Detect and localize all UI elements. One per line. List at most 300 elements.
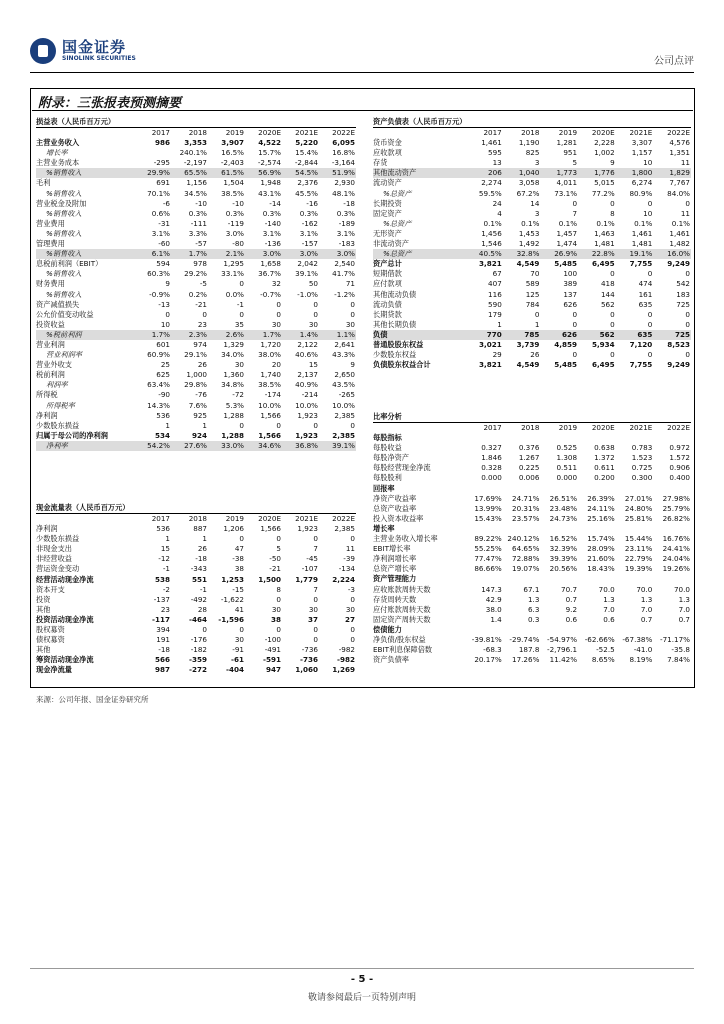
- row-value: -137: [153, 594, 170, 604]
- row-value: 0: [350, 534, 355, 544]
- row-value: 1,474: [556, 239, 578, 249]
- row-value: 11: [345, 544, 355, 554]
- row-value: 8,523: [667, 339, 690, 349]
- row-value: 26.9%: [540, 249, 578, 259]
- row-label: %税前利润: [36, 330, 134, 340]
- row-label: 公允价值变动收益: [36, 309, 94, 319]
- row-label: 主营业务收入增长率: [373, 534, 438, 544]
- row-label: %销售收入: [46, 228, 82, 238]
- row-value: [616, 433, 654, 443]
- table-row: [36, 544, 356, 554]
- row-value: 32: [271, 279, 281, 289]
- table-row: [373, 514, 691, 524]
- row-value: -1: [236, 299, 244, 309]
- row-value: 1,351: [669, 148, 690, 158]
- row-value: 925: [193, 410, 207, 420]
- table-row: [373, 473, 691, 483]
- row-value: 1.3: [640, 594, 653, 604]
- row-value: 1.3: [603, 594, 615, 604]
- row-label: 负债股东权益合计: [373, 360, 431, 370]
- row-value: -5: [199, 279, 207, 289]
- row-value: 41: [234, 604, 244, 614]
- row-value: 3,739: [516, 339, 540, 349]
- row-label: 非经营收益: [36, 554, 72, 564]
- row-value: 0.006: [518, 473, 540, 483]
- row-value: -72: [232, 390, 244, 400]
- row-value: -29.74%: [509, 634, 540, 644]
- table-row: [373, 360, 691, 370]
- year-header: 2018: [188, 514, 207, 523]
- table-row: [373, 249, 691, 259]
- row-value: 183: [676, 289, 690, 299]
- row-value: 1,923: [297, 410, 318, 420]
- row-value: 10.0%: [295, 400, 318, 410]
- row-value: 29.2%: [184, 269, 207, 279]
- table-row: [36, 390, 356, 400]
- table-row: [373, 524, 691, 534]
- row-value: 40.5%: [465, 249, 503, 259]
- row-value: -176: [190, 635, 207, 645]
- row-value: 0: [610, 319, 615, 329]
- row-value: -272: [189, 665, 207, 675]
- balance-sheet: [373, 116, 691, 370]
- row-value: 4,576: [669, 138, 690, 148]
- row-value: 5,485: [554, 259, 578, 269]
- row-value: 3.1%: [262, 228, 281, 238]
- table-row: [373, 574, 691, 584]
- row-label: 固定资产周转天数: [373, 614, 431, 624]
- row-value: -18: [343, 198, 355, 208]
- row-value: 9: [165, 279, 170, 289]
- row-value: 924: [191, 430, 207, 440]
- table-row: [36, 401, 356, 411]
- row-value: 626: [563, 299, 578, 309]
- row-value: 595: [488, 148, 502, 158]
- row-value: 0: [350, 299, 355, 309]
- year-header: 2021E: [295, 514, 318, 523]
- row-value: 37: [307, 614, 318, 624]
- row-value: 2,376: [297, 178, 318, 188]
- row-value: 7.0: [640, 604, 653, 614]
- row-value: 67.2%: [516, 188, 540, 198]
- row-value: 38.5%: [221, 188, 244, 198]
- row-label: 所得税率: [46, 400, 75, 410]
- table-row: [373, 300, 691, 310]
- row-value: 25.81%: [624, 513, 653, 523]
- table-row: [36, 249, 356, 259]
- table-row: [373, 350, 691, 360]
- row-value: 3.1%: [151, 228, 170, 238]
- row-value: 32.39%: [549, 544, 578, 554]
- row-value: 1,720: [260, 339, 281, 349]
- row-value: 1,482: [669, 239, 690, 249]
- row-value: 77.2%: [591, 188, 615, 198]
- row-value: [578, 574, 616, 584]
- year-header: 2020E: [258, 514, 281, 523]
- row-label: 应付账款周转天数: [373, 604, 431, 614]
- row-value: 15: [308, 360, 318, 370]
- year-header-spacer: [36, 514, 134, 524]
- row-label: 投入资本收益率: [373, 513, 424, 523]
- row-label: 资产总计: [373, 259, 402, 269]
- row-value: 16.52%: [549, 534, 578, 544]
- row-label: 投资收益: [36, 319, 65, 329]
- table-row: [373, 219, 691, 229]
- row-value: 6,095: [332, 138, 355, 148]
- row-value: 551: [191, 574, 207, 584]
- table-row: [373, 494, 691, 504]
- row-value: [503, 484, 541, 494]
- row-value: 562: [600, 299, 615, 309]
- row-value: 6,495: [591, 259, 615, 269]
- row-label: 负债: [373, 330, 465, 340]
- year-header: 2022E: [332, 514, 355, 523]
- row-value: 1,773: [540, 168, 578, 178]
- logo-name-en: SINOLINK SECURITIES: [62, 55, 136, 62]
- row-label: 净利润: [36, 524, 58, 534]
- table-row: [36, 655, 356, 665]
- row-value: 15.4%: [295, 148, 318, 158]
- row-value: 2,228: [594, 138, 615, 148]
- row-value: 2,042: [297, 259, 318, 269]
- row-value: -31: [158, 218, 170, 228]
- row-value: 30: [308, 604, 318, 614]
- row-value: 3.0%: [319, 249, 356, 259]
- table-row: [36, 259, 356, 269]
- balance-title: 资产负债表（人民币百万元）: [373, 116, 691, 128]
- table-row: [373, 504, 691, 514]
- row-value: -136: [264, 239, 281, 249]
- row-value: -18: [158, 645, 170, 655]
- year-header: 2022E: [667, 128, 690, 137]
- table-row: [373, 310, 691, 320]
- row-value: 1,000: [186, 370, 207, 380]
- row-value: 3,907: [221, 138, 244, 148]
- row-value: 70.7: [561, 584, 578, 594]
- row-value: 77.47%: [474, 554, 502, 564]
- table-row: [373, 443, 691, 453]
- row-value: -67.38%: [622, 634, 653, 644]
- row-value: -62.66%: [584, 634, 615, 644]
- row-value: 17.69%: [474, 493, 502, 503]
- row-label: 净资产收益率: [373, 493, 417, 503]
- row-label: 主营业务收入: [36, 138, 80, 148]
- row-value: 0.2%: [188, 289, 207, 299]
- row-label: 流动资产: [373, 178, 402, 188]
- row-value: 951: [563, 148, 578, 158]
- row-value: 1,156: [186, 178, 207, 188]
- table-row: [36, 350, 356, 360]
- row-value: 0: [572, 309, 578, 319]
- row-value: 1,457: [556, 228, 578, 238]
- row-label: %总资产: [383, 188, 412, 198]
- table-row: [373, 564, 691, 574]
- row-value: 19.39%: [624, 564, 653, 574]
- table-row: [36, 148, 356, 158]
- row-value: 0: [276, 534, 281, 544]
- row-label: 净利润增长率: [373, 554, 417, 564]
- row-value: 30: [234, 360, 244, 370]
- row-value: 240.12%: [507, 534, 540, 544]
- row-value: 0: [685, 350, 690, 360]
- row-value: 45.5%: [295, 188, 318, 198]
- table-row: [36, 635, 356, 645]
- table-row: [373, 635, 691, 645]
- row-value: 40.6%: [295, 350, 318, 360]
- row-value: 0: [610, 309, 615, 319]
- ratio-table: [373, 423, 691, 665]
- row-value: 1.7%: [134, 330, 171, 340]
- row-value: 30: [271, 604, 281, 614]
- row-value: -189: [338, 218, 355, 228]
- row-value: 3.3%: [188, 228, 207, 238]
- row-value: 34.5%: [184, 188, 207, 198]
- row-label: %销售收入: [36, 168, 134, 178]
- row-value: 8.19%: [629, 655, 653, 665]
- row-value: 1: [202, 420, 207, 430]
- row-value: 3.1%: [299, 228, 318, 238]
- row-value: 125: [525, 289, 540, 299]
- row-label: 其他: [36, 604, 51, 614]
- table-row: [373, 433, 691, 443]
- row-value: -1: [162, 564, 170, 574]
- cashflow-title: 现金流量表（人民币百万元）: [36, 502, 356, 514]
- row-value: -2,197: [183, 158, 207, 168]
- row-value: -90: [158, 390, 170, 400]
- row-value: 0: [647, 269, 653, 279]
- row-value: 60.9%: [147, 350, 170, 360]
- year-header: 2020E: [591, 128, 615, 137]
- row-label: 每股收益: [373, 443, 402, 453]
- row-value: 72.88%: [512, 554, 540, 564]
- row-value: 3,021: [479, 339, 502, 349]
- row-value: 50: [308, 279, 318, 289]
- row-value: [540, 484, 578, 494]
- row-label: %总资产: [383, 218, 412, 228]
- row-value: 0: [647, 198, 653, 208]
- row-label: 长期贷款: [373, 309, 402, 319]
- row-value: 10.0%: [258, 400, 281, 410]
- row-value: 17.26%: [512, 655, 540, 665]
- row-value: 29.8%: [184, 380, 207, 390]
- table-row: [36, 411, 356, 421]
- row-value: -39: [343, 554, 355, 564]
- row-value: -15: [232, 584, 244, 594]
- row-value: 0: [610, 350, 615, 360]
- row-value: 5,015: [594, 178, 615, 188]
- row-value: 0: [350, 635, 355, 645]
- row-value: -214: [301, 390, 318, 400]
- row-value: 0: [239, 534, 244, 544]
- row-value: 987: [154, 665, 170, 675]
- row-value: 1,800: [616, 168, 654, 178]
- row-value: 70: [530, 269, 540, 279]
- logo: [30, 38, 136, 64]
- row-value: 691: [156, 178, 170, 188]
- row-value: 0: [276, 594, 281, 604]
- row-value: 0.7: [678, 614, 690, 624]
- table-row: [373, 290, 691, 300]
- row-value: 19.26%: [662, 564, 690, 574]
- row-value: 67: [492, 269, 502, 279]
- row-value: 0: [276, 625, 281, 635]
- row-value: 825: [525, 148, 540, 158]
- row-value: 1.846: [481, 453, 502, 463]
- row-value: 1,461: [631, 228, 653, 238]
- year-header: 2021E: [629, 423, 653, 432]
- logo-name-cn: 国金证券: [62, 38, 127, 56]
- row-value: 0: [350, 420, 355, 430]
- row-value: -491: [264, 645, 281, 655]
- row-value: 27.01%: [624, 493, 653, 503]
- row-value: 534: [154, 430, 170, 440]
- row-value: 986: [154, 138, 170, 148]
- year-header: 2018: [188, 128, 207, 137]
- row-value: 26: [197, 360, 207, 370]
- row-value: -2: [162, 584, 170, 594]
- row-value: 542: [676, 279, 690, 289]
- row-value: 16.8%: [332, 148, 355, 158]
- row-value: -18: [195, 554, 207, 564]
- row-value: 7,755: [629, 360, 653, 370]
- row-value: 0.906: [669, 463, 690, 473]
- row-value: 1,566: [260, 410, 281, 420]
- year-header: 2017: [151, 514, 170, 523]
- row-value: -359: [189, 655, 207, 665]
- table-row: [373, 625, 691, 635]
- row-value: 2.3%: [171, 330, 208, 340]
- row-value: 1.3: [527, 594, 540, 604]
- row-value: 0: [685, 319, 690, 329]
- row-value: 39.1%: [295, 269, 318, 279]
- row-value: 1,948: [260, 178, 281, 188]
- row-value: 26.82%: [662, 513, 690, 523]
- row-value: -76: [195, 390, 207, 400]
- row-value: 0.6%: [151, 208, 170, 218]
- row-value: 1,253: [221, 574, 244, 584]
- table-row: [36, 625, 356, 635]
- row-value: 1,481: [594, 239, 615, 249]
- row-value: 0.1%: [483, 218, 502, 228]
- row-label: 毛利: [36, 178, 51, 188]
- row-value: 1.3: [678, 594, 690, 604]
- row-label: %总资产: [373, 249, 465, 259]
- row-value: 20.31%: [512, 503, 540, 513]
- row-value: [653, 625, 691, 635]
- row-value: 0.638: [594, 443, 615, 453]
- year-header: 2019: [558, 128, 578, 137]
- row-value: 1: [534, 319, 540, 329]
- row-label: 净利润: [36, 410, 58, 420]
- table-row: [373, 655, 691, 665]
- row-value: 0: [350, 309, 355, 319]
- row-value: 1,481: [631, 239, 653, 249]
- row-label: 存货周转天数: [373, 594, 417, 604]
- row-value: 89.22%: [474, 534, 502, 544]
- row-value: 0.0%: [225, 289, 244, 299]
- row-value: 23: [160, 604, 170, 614]
- row-value: 24.41%: [662, 544, 690, 554]
- row-value: -343: [190, 564, 207, 574]
- row-value: 0: [313, 625, 318, 635]
- row-value: 1,157: [631, 148, 653, 158]
- row-value: 0: [610, 198, 615, 208]
- row-value: 56.9%: [245, 168, 282, 178]
- row-value: 3,353: [184, 138, 207, 148]
- row-label: 短期借款: [373, 269, 402, 279]
- row-value: 0.972: [669, 443, 690, 453]
- row-value: 20.56%: [549, 564, 578, 574]
- row-value: 1,504: [223, 178, 244, 188]
- table-row: [36, 431, 356, 441]
- row-value: -736: [301, 645, 318, 655]
- row-value: -111: [190, 218, 207, 228]
- row-value: 947: [265, 665, 281, 675]
- row-value: 1: [165, 420, 170, 430]
- row-value: 0: [202, 625, 207, 635]
- row-value: [503, 524, 541, 534]
- row-value: 64.65%: [512, 544, 540, 554]
- row-value: -2,403: [220, 158, 244, 168]
- row-value: 30: [271, 319, 281, 329]
- row-value: 0.300: [631, 473, 653, 483]
- row-value: 0.783: [631, 443, 653, 453]
- row-value: 11: [680, 158, 690, 168]
- row-value: 0: [313, 420, 318, 430]
- year-header: 2020E: [258, 128, 281, 137]
- row-value: 3.0%: [245, 249, 282, 259]
- row-value: 4,549: [516, 259, 540, 269]
- row-value: 240.1%: [179, 148, 207, 158]
- row-label: 筹资活动现金净流: [36, 655, 94, 665]
- row-value: 30: [308, 319, 318, 329]
- row-value: 1: [202, 534, 207, 544]
- table-row: [36, 524, 356, 534]
- year-header: 2017: [151, 128, 170, 137]
- row-value: 1,740: [260, 370, 281, 380]
- table-row: [36, 178, 356, 188]
- row-label: 现金净流量: [36, 665, 72, 675]
- row-label: %销售收入: [46, 188, 82, 198]
- row-label: 其他流动资产: [373, 168, 465, 178]
- table-row: [36, 340, 356, 350]
- row-value: 0: [647, 319, 653, 329]
- table-row: [36, 370, 356, 380]
- table-row: [373, 605, 691, 615]
- row-value: 15.44%: [624, 534, 653, 544]
- row-label: 固定资产: [373, 208, 402, 218]
- row-value: 1.523: [631, 453, 653, 463]
- row-value: [465, 433, 503, 443]
- row-value: 3.0%: [225, 228, 244, 238]
- row-label: %销售收入: [46, 289, 82, 299]
- row-value: 24.11%: [587, 503, 615, 513]
- year-header: 2019: [558, 423, 578, 432]
- row-value: 16.76%: [662, 534, 690, 544]
- row-value: -182: [190, 645, 207, 655]
- row-value: 8: [276, 584, 281, 594]
- title-divider: [32, 110, 693, 111]
- row-value: 0.3%: [225, 208, 244, 218]
- year-header-spacer: [373, 423, 465, 433]
- row-value: 0.1%: [671, 218, 690, 228]
- table-row: [373, 148, 691, 158]
- row-value: 70.1%: [147, 188, 170, 198]
- row-label: 每股净资产: [373, 453, 409, 463]
- row-value: 34.8%: [221, 380, 244, 390]
- row-value: -10: [232, 198, 244, 208]
- row-label: 非流动资产: [373, 239, 409, 249]
